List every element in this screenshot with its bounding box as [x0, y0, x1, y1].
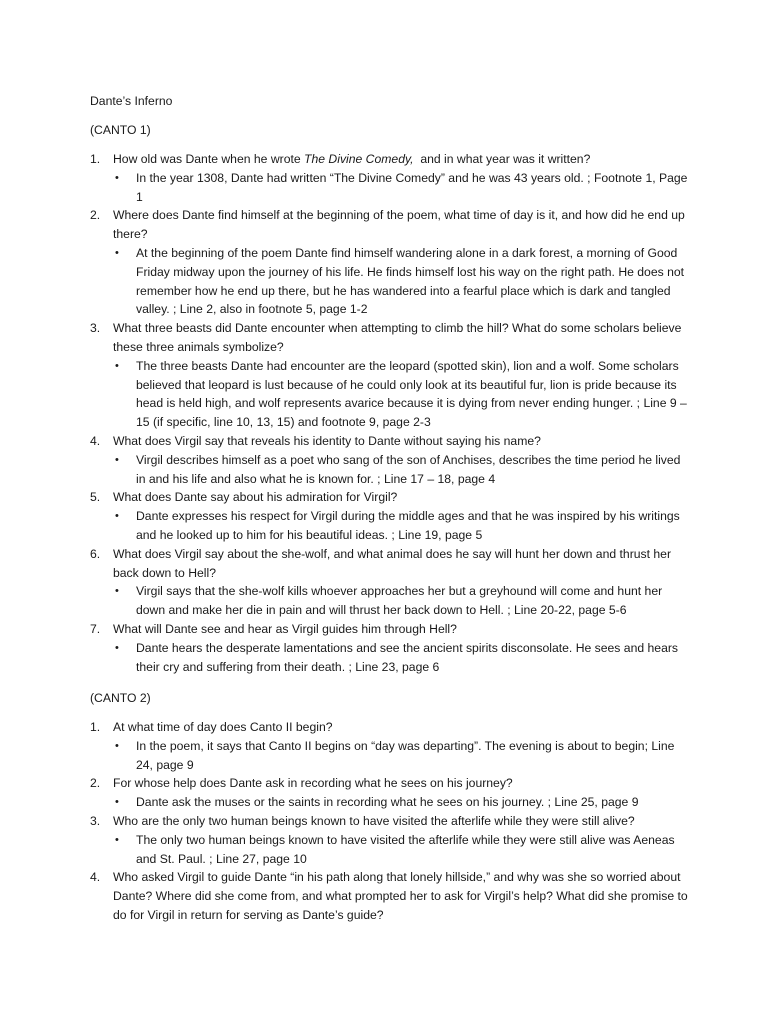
- bullet-icon: •: [115, 833, 119, 846]
- answer-text: Dante expresses his respect for Virgil during the middle ages and that he was inspired by his writings and he looked up to him for his beautiful ideas. ; Line 19, page 5: [136, 509, 680, 542]
- answer-item: [113, 831, 690, 869]
- answer-text: Virgil describes himself as a poet who sang of the son of Anchises, describes the time period he lived in and his life and also what he is known for. ; Line 17 – 18, page 4: [136, 452, 681, 486]
- answer-item: [113, 737, 690, 775]
- question-text: Who asked Virgil to guide Dante “in his path along that lonely hillside,” and why was she so worried about Dante? Where did she come from, and what prompted her to ask for Virgil’s help? What did she promise to do for Virgil in return for serving as Dante’s guide?: [113, 870, 688, 922]
- question-text-part: and in what year was it written?: [413, 152, 591, 166]
- question-text: Who are the only two human beings known to have visited the afterlife while they were still alive?: [113, 813, 635, 828]
- answer-text: At the beginning of the poem Dante find himself wandering alone in a dark forest, a morning of Good Friday midway upon the journey of his life. He finds himself lost his way on the right path. He does not remember how he end up there, but he has wandered into a fearful place which is dark and tangled valley. ; Line 2, also in footnote 5, page 1-2: [136, 245, 685, 317]
- question-item: [90, 432, 690, 488]
- question-item: [90, 150, 690, 206]
- answer-text: In the year 1308, Dante had written “The Divine Comedy” and he was 43 years old. ; Footnote 1, Page 1: [136, 170, 688, 204]
- answer-item: [113, 582, 690, 620]
- canto-1-heading: (CANTO 1): [90, 123, 151, 137]
- answer-item: [113, 793, 690, 812]
- question-text: What does Dante say about his admiration for Virgil?: [113, 490, 398, 505]
- answer-text: In the poem, it says that Canto II begins on “day was departing”. The evening is about to begin; Line 24, page 9: [136, 738, 675, 772]
- answer-list: [113, 639, 690, 677]
- question-text: What does Virgil say about the she-wolf, and what animal does he say will hunt her down and thrust her back down to Hell?: [113, 546, 672, 580]
- answer-item: [113, 451, 690, 489]
- canto-2-heading: (CANTO 2): [90, 691, 151, 705]
- question-item: [90, 206, 690, 319]
- question-item: [90, 812, 690, 868]
- answer-list: [113, 793, 690, 812]
- question-item: [90, 868, 690, 924]
- book-title-italic: The Divine Comedy,: [304, 152, 414, 166]
- question-number: 6.: [90, 546, 101, 561]
- question-item: [90, 488, 690, 544]
- question-number: 1.: [90, 152, 101, 166]
- question-text: At what time of day does Canto II begin?: [113, 720, 333, 734]
- answer-item: [113, 244, 690, 319]
- answer-text: The only two human beings known to have visited the afterlife while they were still alive was Aeneas and St. Paul. ; Line 27, page 10: [136, 832, 675, 866]
- bullet-icon: •: [115, 246, 119, 259]
- question-number: 7.: [90, 621, 101, 636]
- bullet-icon: •: [115, 171, 119, 184]
- bullet-icon: •: [115, 739, 119, 752]
- question-number: 1.: [90, 720, 101, 734]
- document-title: Dante’s Inferno: [90, 94, 173, 108]
- question-text: [113, 150, 690, 169]
- answer-item: [113, 357, 690, 432]
- answer-item: [113, 639, 690, 677]
- answer-list: [113, 507, 690, 545]
- question-number: 2.: [90, 208, 101, 223]
- answer-text: The three beasts Dante had encounter are the leopard (spotted skin), lion and a wolf. Some scholars believed that leopard is lust because of he could only look at its beautiful fur, lion is pride because its head is held high, and wolf represents avarice because it is dying from never ending hunger. ; Line 9 – 15 (if specific, line 10, 13, 15) and footnote 9, page 2-3: [136, 358, 687, 430]
- question-item: [90, 718, 690, 774]
- question-text: What will Dante see and hear as Virgil guides him through Hell?: [113, 621, 457, 636]
- bullet-icon: •: [115, 453, 119, 466]
- question-number: 4.: [90, 870, 101, 885]
- answer-list: [113, 244, 690, 319]
- question-item: [90, 545, 690, 620]
- question-text-part: How old was Dante when he wrote: [113, 152, 305, 166]
- question-text: For whose help does Dante ask in recording what he sees on his journey?: [113, 776, 513, 791]
- answer-list: [113, 451, 690, 489]
- answer-item: [113, 169, 690, 207]
- answer-text: Virgil says that the she-wolf kills whoever approaches her but a greyhound will come and hunt her down and make her die in pain and will thrust her back down to Hell. ; Line 20-22, page 5-6: [136, 584, 663, 618]
- bullet-icon: •: [115, 641, 119, 654]
- question-number: 2.: [90, 776, 101, 791]
- question-text: What three beasts did Dante encounter when attempting to climb the hill? What do some scholars believe these three animals symbolize?: [113, 321, 682, 354]
- question-number: 4.: [90, 433, 101, 448]
- answer-text: Dante ask the muses or the saints in recording what he sees on his journey. ; Line 25, page 9: [136, 795, 639, 810]
- answer-list: [113, 831, 690, 869]
- bullet-icon: •: [115, 796, 119, 809]
- question-item: [90, 774, 690, 812]
- answer-list: [113, 357, 690, 432]
- answer-list: [113, 582, 690, 620]
- answer-list: [113, 169, 690, 207]
- bullet-icon: •: [115, 585, 119, 598]
- question-number: 3.: [90, 321, 101, 336]
- question-number: 5.: [90, 490, 101, 505]
- question-item: [90, 319, 690, 432]
- answer-list: [113, 737, 690, 775]
- canto-1-question-list: [90, 150, 690, 676]
- bullet-icon: •: [115, 359, 119, 372]
- question-item: [90, 620, 690, 676]
- question-number: 3.: [90, 813, 101, 828]
- canto-2-question-list: [90, 718, 690, 925]
- question-text: What does Virgil say that reveals his identity to Dante without saying his name?: [113, 433, 541, 448]
- answer-item: [113, 507, 690, 545]
- answer-text: Dante hears the desperate lamentations and see the ancient spirits disconsolate. He sees and hears their cry and suffering from their death. ; Line 23, page 6: [136, 640, 678, 674]
- question-text: Where does Dante find himself at the beginning of the poem, what time of day is it, and how did he end up there?: [113, 208, 685, 242]
- bullet-icon: •: [115, 510, 119, 523]
